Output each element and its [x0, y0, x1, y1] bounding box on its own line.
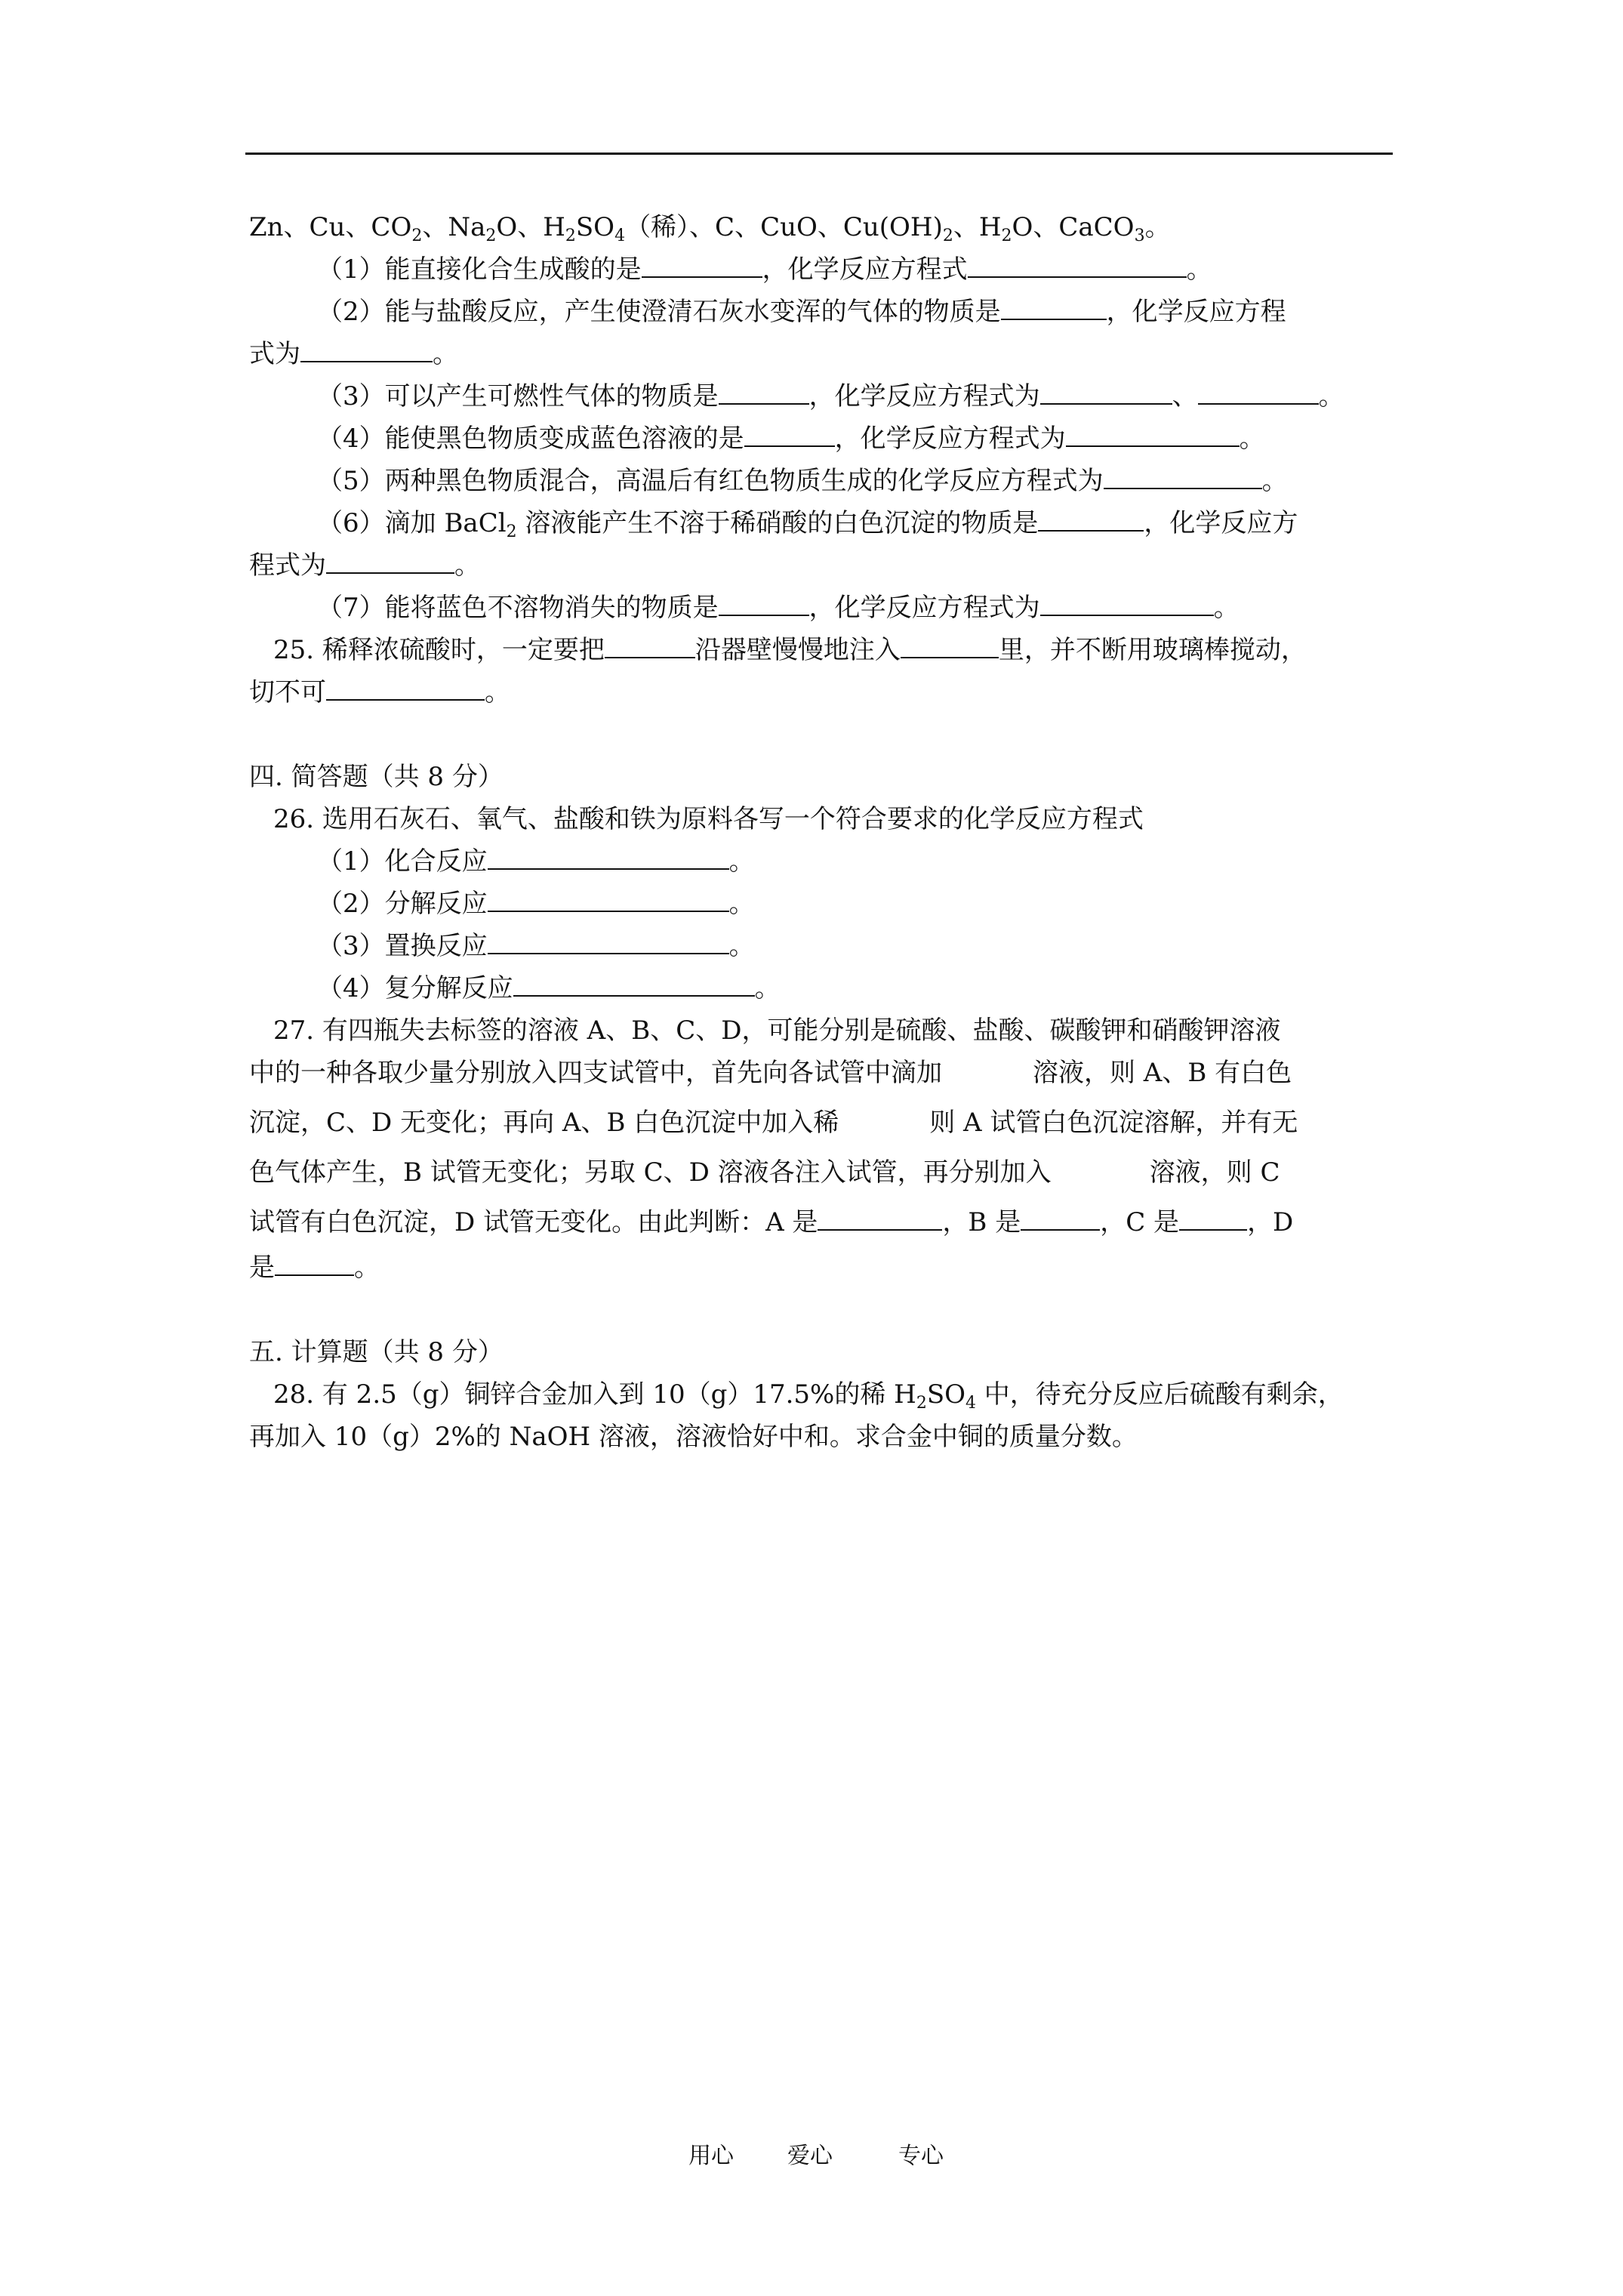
q26-stem: 26. 选用石灰石、氧气、盐酸和铁为原料各写一个符合要求的化学反应方程式 [273, 804, 1144, 834]
q26-item-1: （1）化合反应 。 [317, 846, 755, 877]
q27-line-4: 色气体产生，B 试管无变化；另取 C、D 溶液各注入试管，再分别加入 溶液，则 C [249, 1157, 1280, 1188]
answer-blank[interactable] [605, 634, 695, 658]
answer-blank[interactable] [1038, 507, 1144, 532]
answer-blank[interactable] [326, 550, 454, 574]
answer-blank[interactable] [326, 676, 485, 701]
q27-line-3: 沉淀，C、D 无变化；再向 A、B 白色沉淀中加入稀 则 A 试管白色沉淀溶解，并有无 [249, 1108, 1298, 1138]
q24-item-2-cont: 式为 。 [249, 339, 458, 369]
q24-item-3: （3）可以产生可燃性气体的物质是 ，化学反应方程式为 、 。 [317, 381, 1344, 411]
section-heading-4: 四. 简答题（共 8 分） [249, 762, 504, 792]
answer-blank[interactable] [968, 254, 1187, 278]
q24-item-7: （7）能将蓝色不溶物消失的物质是 ，化学反应方程式为 。 [317, 593, 1240, 623]
answer-blank[interactable] [744, 423, 835, 447]
answer-blank[interactable] [719, 592, 809, 616]
q25: 25. 稀释浓硫酸时，一定要把 沿器壁慢慢地注入 里，并不断用玻璃棒搅动， [273, 635, 1307, 665]
answer-blank[interactable] [1179, 1207, 1247, 1231]
q24-item-4: （4）能使黑色物质变成蓝色溶液的是 ，化学反应方程式为 。 [317, 424, 1265, 454]
q24-item-6-cont: 程式为 。 [249, 550, 480, 581]
q24-item-5: （5）两种黑色物质混合，高温后有红色物质生成的化学反应方程式为 。 [317, 466, 1288, 496]
header-rule [245, 153, 1393, 155]
q27-line-5: 试管有白色沉淀，D 试管无变化。由此判断：A 是 ，B 是 ，C 是 ，D [249, 1207, 1294, 1237]
answer-blank[interactable] [818, 1207, 942, 1231]
footer-text-2: 爱心 [787, 2143, 833, 2169]
answer-blank[interactable] [1001, 296, 1107, 320]
q28-line-1: 28. 有 2.5（g）铜锌合金加入到 10（g）17.5%的稀 $H_2SO_4$ 中，待充分反应后硫酸有剩余， [273, 1379, 1344, 1413]
answer-blank[interactable] [300, 338, 433, 362]
q26-item-2: （2）分解反应 。 [317, 889, 755, 919]
q28-line-2: 再加入 10（g）2%的 NaOH 溶液，溶液恰好中和。求合金中铜的质量分数。 [249, 1422, 1138, 1452]
answer-blank[interactable] [1104, 465, 1262, 489]
answer-blank[interactable] [1198, 381, 1319, 405]
answer-blank[interactable] [642, 254, 762, 278]
footer-text-3: 专心 [898, 2143, 944, 2169]
q27-line-2: 中的一种各取少量分别放入四支试管中，首先向各试管中滴加 溶液，则 A、B 有白色 [249, 1058, 1292, 1088]
answer-blank[interactable] [513, 972, 755, 997]
answer-blank[interactable] [488, 846, 729, 870]
q24-item-6: （6）滴加 BaCl$_2$ 溶液能产生不溶于稀硝酸的白色沉淀的物质是 ，化学反应方 [317, 508, 1298, 541]
q24-item-1: （1）能直接化合生成酸的是 ，化学反应方程式 。 [317, 254, 1212, 285]
q26-item-3: （3）置换反应 。 [317, 931, 755, 961]
answer-blank[interactable] [1040, 381, 1172, 405]
answer-blank[interactable] [1040, 592, 1214, 616]
answer-blank[interactable] [719, 381, 809, 405]
answer-blank[interactable] [488, 888, 729, 912]
answer-blank[interactable] [488, 930, 729, 954]
footer-text-1: 用心 [688, 2143, 734, 2169]
q27-line-6: 是 。 [249, 1253, 380, 1283]
q26-item-4: （4）复分解反应 。 [317, 973, 781, 1003]
q24-item-2: （2）能与盐酸反应，产生使澄清石灰水变浑的气体的物质是 ，化学反应方程 [317, 297, 1286, 327]
answer-blank[interactable] [275, 1252, 354, 1276]
q25-cont: 切不可 。 [249, 677, 510, 707]
answer-blank[interactable] [901, 634, 999, 658]
answer-blank[interactable] [1066, 423, 1240, 447]
substance-list: Zn、Cu、$CO_2$、$Na_2O$、$H_2SO_4$（稀）、C、CuO、$Cu(OH)_2$、$H_2O$、CaCO$_3$。 [249, 212, 1171, 245]
answer-blank[interactable] [1021, 1207, 1100, 1231]
section-heading-5: 五. 计算题（共 8 分） [249, 1337, 504, 1367]
q27-line-1: 27. 有四瓶失去标签的溶液 A、B、C、D，可能分别是硫酸、盐酸、碳酸钾和硝酸钾溶液 [273, 1015, 1281, 1046]
